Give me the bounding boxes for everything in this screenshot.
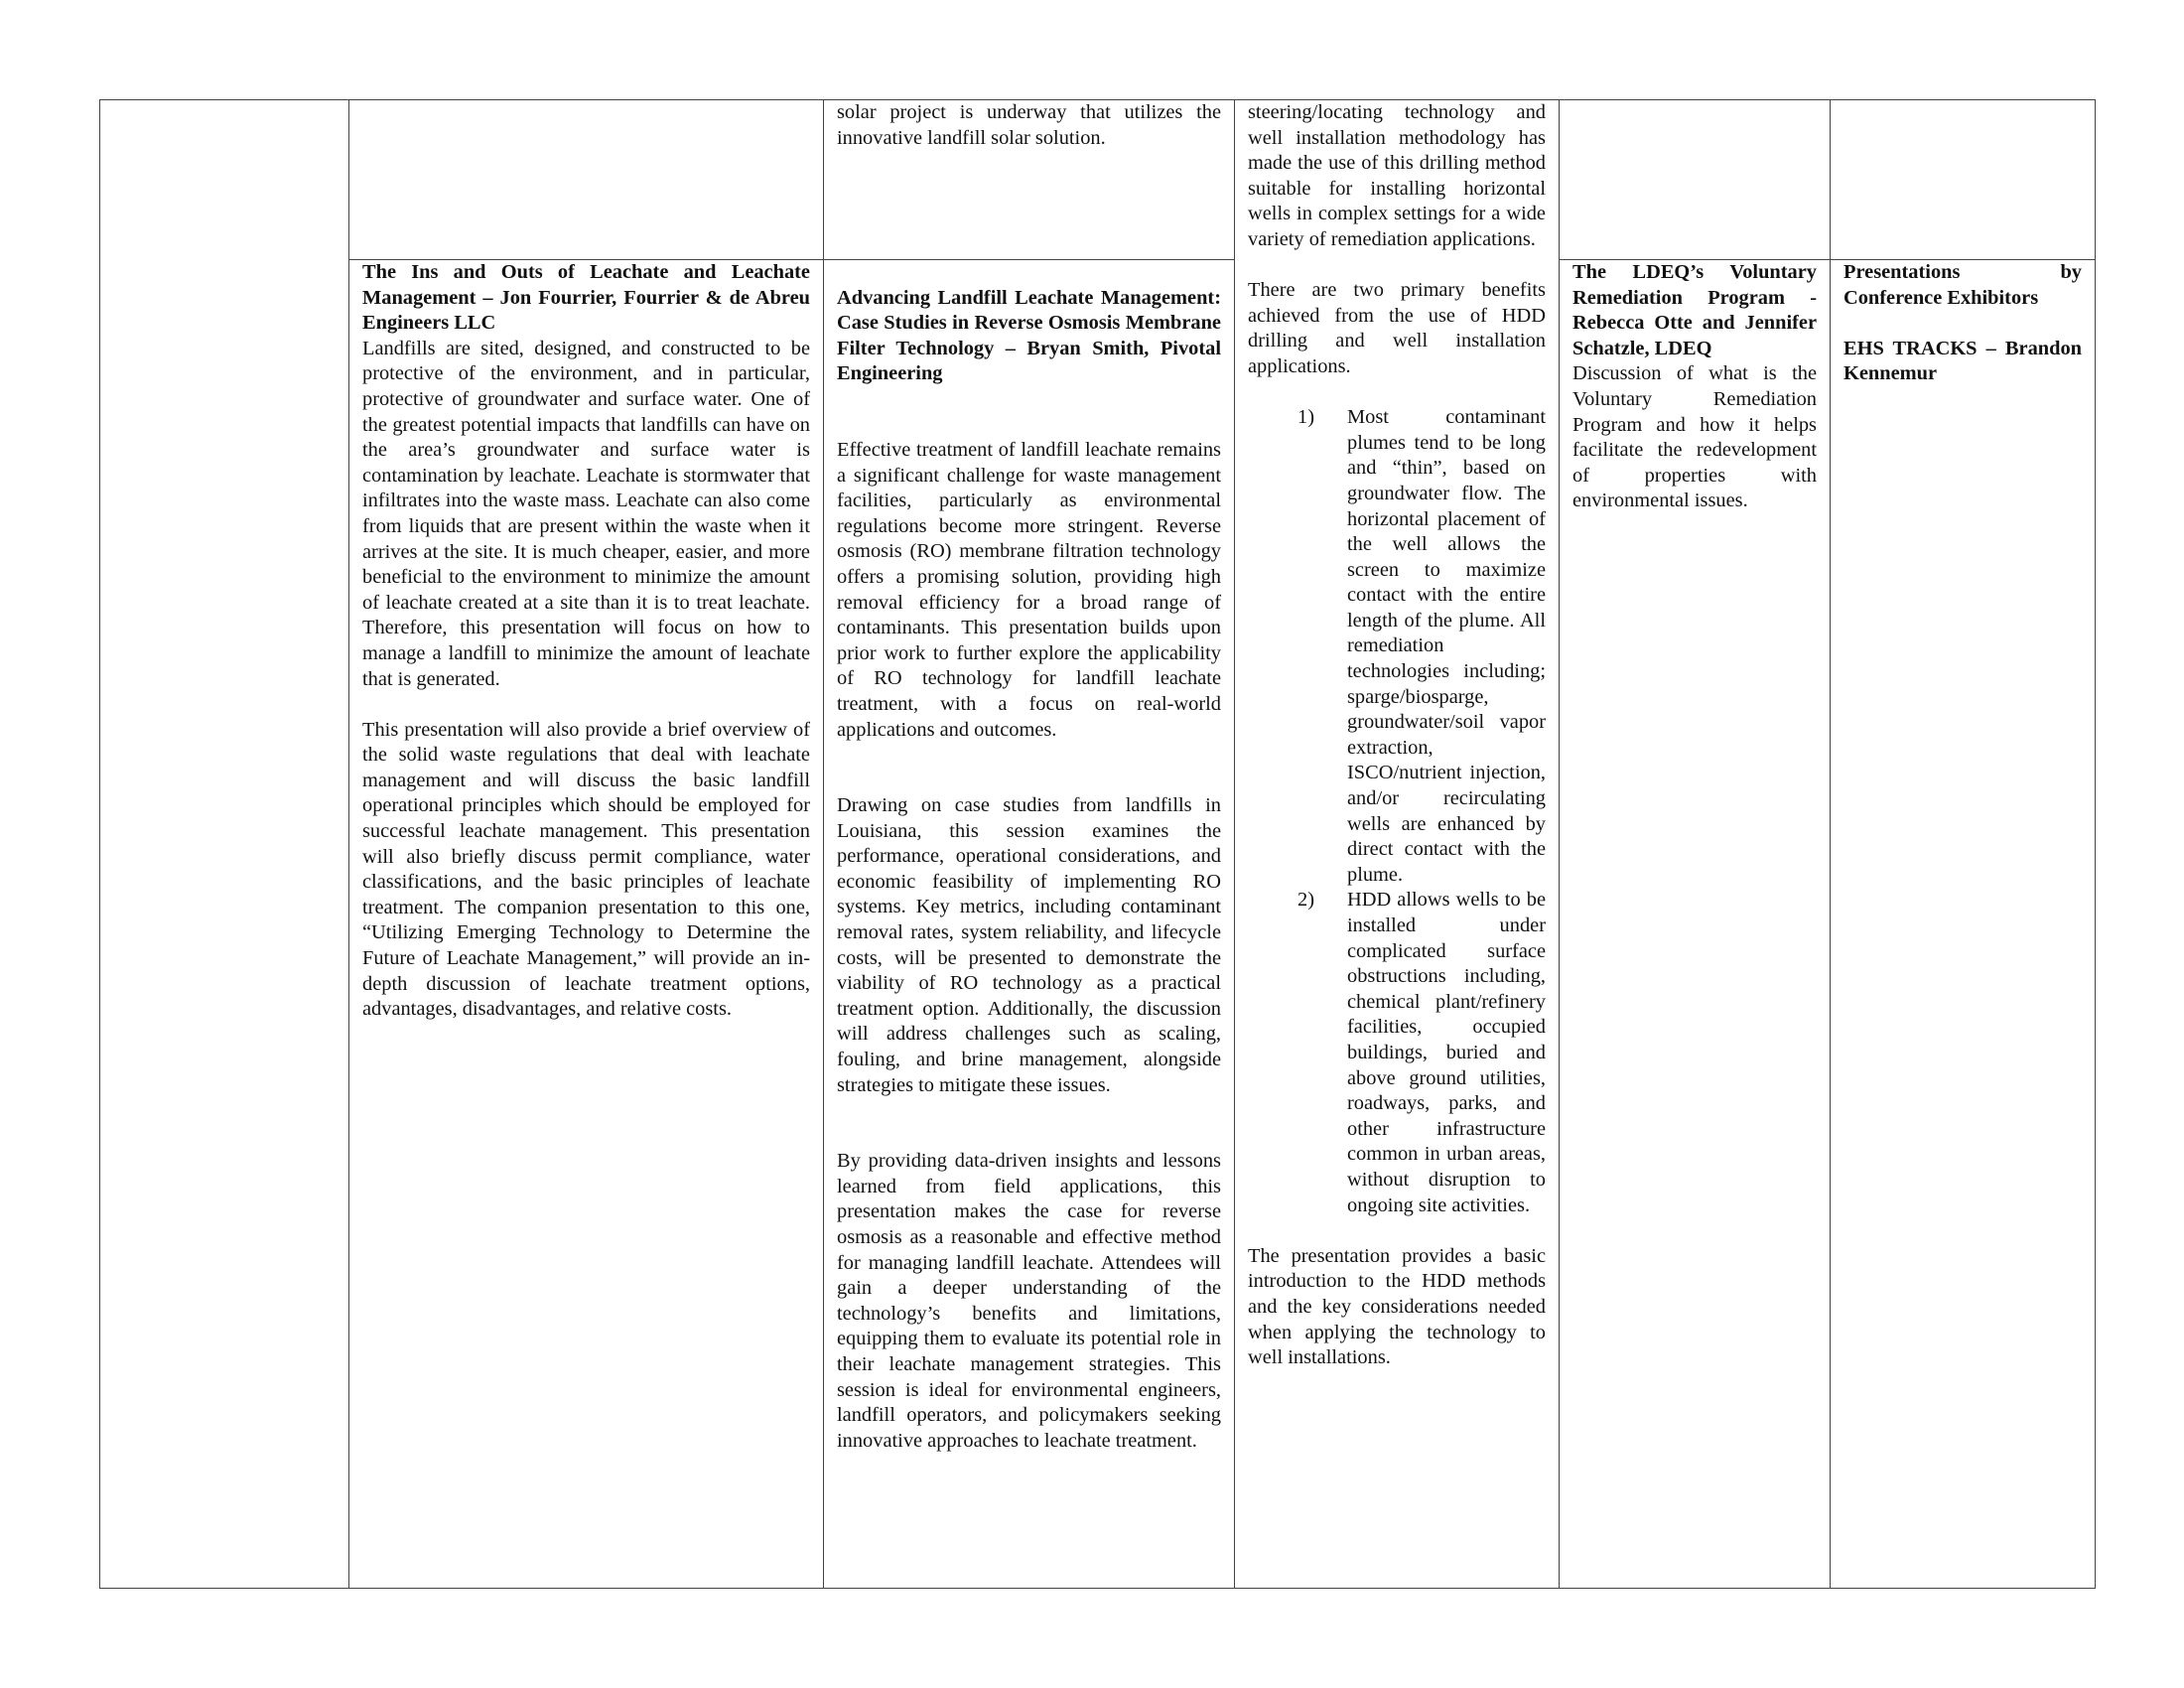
list-item: [1248, 405, 1546, 888]
list-item-text: Most contaminant plumes tend to be long and “thin”, based on groundwater flow. The horizontal placement of the well allows the screen to maximize contact with the entire length of the plume. All remediation technologies including; sparge/biosparge, groundwater/soil vapor extraction, ISCO/nutrient injection, and/or recirculating wells are enhanced by direct contact with the plume.: [1347, 406, 1546, 886]
benefits-list: [1248, 405, 1546, 1218]
session-title: The Ins and Outs of Leachate and Leachate Management – Jon Fourrier, Fourrier & de Abreu Engineers LLC: [362, 261, 810, 335]
session-title: Advancing Landfill Leachate Management: Case Studies in Reverse Osmosis Membrane Filter Technology – Bryan Smith, Pivotal Engineering: [837, 286, 1221, 385]
hdd-closing-text: The presentation provides a basic introduction to the HDD methods and the key considerations needed when applying the technology to well installations.: [1248, 1244, 1546, 1369]
empty-cell: [100, 100, 349, 1589]
session-paragraph: Effective treatment of landfill leachate remains a significant challenge for waste management facilities, particularly as environmental regulations become more stringent. Reverse osmosis (RO) membrane filtration technology offers a promising solution, providing high removal efficiency for a broad range of contaminants. This presentation builds upon prior work to further explore the applicability of RO technology for landfill leachate treatment, with a focus on real-world applications and outcomes.: [837, 438, 1221, 741]
solar-project-text: solar project is underway that utilizes the innovative landfill solar solution.: [837, 101, 1221, 149]
session-paragraph: Drawing on case studies from landfills in Louisiana, this session examines the performance, operational considerations, and economic feasibility of implementing RO systems. Key metrics, including contaminant removal rates, system reliability, and lifecycle costs, will be presented to demonstrate the viability of RO technology as a practical treatment option. Additionally, the discussion will address challenges such as scaling, fouling, and brine management, alongside strategies to mitigate these issues.: [837, 794, 1221, 1096]
empty-cell: [349, 100, 824, 260]
schedule-table: [99, 99, 2096, 1589]
session-title: Presentations by Conference Exhibitors: [1843, 261, 2082, 309]
empty-cell: [1560, 100, 1831, 260]
session-paragraph: Discussion of what is the Voluntary Remediation Program and how it helps facilitate the redevelopment of properties with environmental issues.: [1572, 362, 1817, 512]
table-row: [100, 260, 2096, 1589]
hdd-session-cell: [1235, 100, 1560, 1589]
session-paragraph: By providing data-driven insights and lessons learned from field applications, this presentation makes the case for reverse osmosis as a reasonable and effective method for managing landfill leachate. Attendees will gain a deeper understanding of the technology’s benefits and limitations, equipping them to evaluate its potential role in their leachate management strategies. This session is ideal for environmental engineers, landfill operators, and policymakers seeking innovative approaches to leachate treatment.: [837, 1150, 1221, 1452]
list-item-text: HDD allows wells to be installed under complicated surface obstructions including, chemical plant/refinery facilities, occupied buildings, buried and above ground utilities, roadways, parks, and other infrastructure common in urban areas, without disruption to ongoing site activities.: [1347, 889, 1546, 1216]
session-paragraph: This presentation will also provide a brief overview of the solid waste regulations that deal with leachate management and will discuss the basic landfill operational principles which should be employed for successful leachate management. This presentation will also briefly discuss permit compliance, water classifications, and the basic principles of leachate treatment. The companion presentation to this one, “Utilizing Emerging Technology to Determine the Future of Leachate Management,” will provide an in-depth discussion of leachate treatment options, advantages, disadvantages, and relative costs.: [362, 718, 810, 1021]
empty-cell: [1831, 100, 2096, 260]
session-paragraph: Landfills are sited, designed, and constructed to be protective of the environment, and in particular, protective of groundwater and surface water. One of the greatest potential impacts that landfills can have on the area’s groundwater and surface water is contamination by leachate. Leachate is stormwater that infiltrates into the waste mass. Leachate can also come from liquids that are present within the waste when it arrives at the site. It is much cheaper, easier, and more beneficial to the environment to minimize the amount of leachate created at a site than it is to treat leachate. Therefore, this presentation will focus on how to manage a landfill to minimize the amount of leachate that is generated.: [362, 337, 810, 690]
hdd-intro-text: steering/locating technology and well installation methodology has made the use of this drilling method suitable for installing horizontal wells in complex settings for a wide variety of remediation applications.: [1248, 101, 1546, 250]
table-row: [100, 100, 2096, 260]
ro-session-cell: [824, 260, 1235, 1589]
session-title: The LDEQ’s Voluntary Remediation Program - Rebecca Otte and Jennifer Schatzle, LDEQ: [1572, 261, 1817, 359]
ldeq-session-cell: [1560, 260, 1831, 1589]
list-number: 2): [1297, 889, 1314, 912]
table-cell: [824, 100, 1235, 260]
exhibitors-cell: [1831, 260, 2096, 1589]
leachate-session-cell: [349, 260, 824, 1589]
list-number: 1): [1297, 406, 1314, 429]
hdd-benefits-text: There are two primary benefits achieved from the use of HDD drilling and well installation applications.: [1248, 279, 1546, 377]
session-subtitle: EHS TRACKS – Brandon Kennemur: [1843, 337, 2082, 385]
list-item: [1248, 888, 1546, 1218]
